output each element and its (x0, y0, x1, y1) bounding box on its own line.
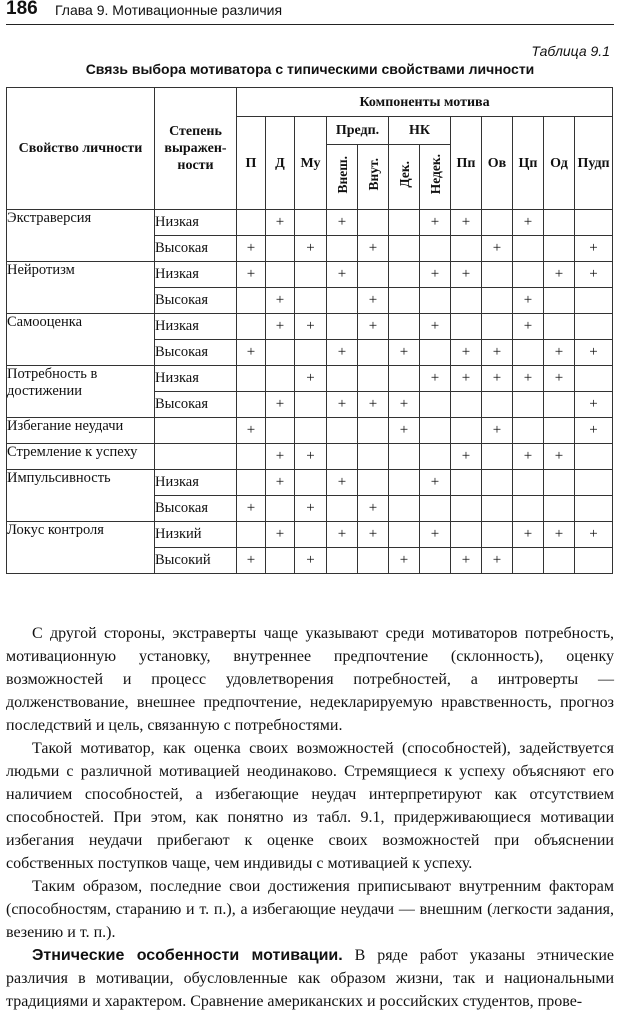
header-motive-col: Му (295, 117, 327, 210)
mark-cell: + (358, 288, 389, 314)
mark-cell (389, 262, 420, 288)
mark-cell (295, 418, 327, 444)
mark-cell: + (389, 340, 420, 366)
mark-cell (237, 444, 266, 470)
header-motive-col: Ов (482, 117, 513, 210)
header-components: Компоненты мотива (237, 88, 613, 117)
property-cell: Нейротизм (7, 262, 155, 314)
mark-cell: + (237, 236, 266, 262)
mark-cell (482, 314, 513, 340)
level-cell: Низкая (155, 314, 237, 340)
mark-cell: + (358, 496, 389, 522)
table-row (7, 210, 613, 236)
mark-cell (237, 288, 266, 314)
mark-cell: + (327, 470, 358, 496)
mark-cell: + (389, 418, 420, 444)
mark-cell: + (266, 314, 295, 340)
mark-cell: + (327, 522, 358, 548)
motivator-table (6, 87, 613, 574)
mark-cell: + (420, 522, 451, 548)
mark-cell (389, 314, 420, 340)
mark-cell: + (513, 522, 544, 548)
mark-cell (327, 236, 358, 262)
mark-cell: + (237, 418, 266, 444)
mark-cell (451, 522, 482, 548)
mark-cell (575, 210, 613, 236)
mark-cell (295, 210, 327, 236)
table-label: Таблица 9.1 (531, 43, 610, 59)
property-cell: Стремление к успеху (7, 444, 155, 470)
mark-cell (295, 522, 327, 548)
level-cell (155, 444, 237, 470)
mark-cell: + (327, 340, 358, 366)
mark-cell: + (513, 366, 544, 392)
mark-cell (544, 548, 575, 574)
header-group-pred: Предп. (327, 117, 389, 145)
mark-cell: + (358, 522, 389, 548)
mark-cell: + (482, 366, 513, 392)
property-cell: Экстраверсия (7, 210, 155, 262)
mark-cell: + (358, 392, 389, 418)
mark-cell: + (420, 262, 451, 288)
header-property: Свойство личности (7, 88, 155, 210)
header-degree: Степень выражен- ности (155, 88, 237, 210)
mark-cell (389, 210, 420, 236)
mark-cell (295, 392, 327, 418)
mark-cell (544, 288, 575, 314)
table-row (7, 444, 613, 470)
mark-cell: + (266, 288, 295, 314)
mark-cell (389, 366, 420, 392)
mark-cell (266, 418, 295, 444)
mark-cell: + (482, 236, 513, 262)
mark-cell (420, 288, 451, 314)
mark-cell (544, 210, 575, 236)
mark-cell (266, 366, 295, 392)
mark-cell (451, 314, 482, 340)
level-cell: Высокая (155, 340, 237, 366)
level-cell: Высокий (155, 548, 237, 574)
mark-cell (544, 470, 575, 496)
mark-cell (327, 288, 358, 314)
mark-cell (295, 288, 327, 314)
mark-cell (389, 444, 420, 470)
mark-cell (358, 418, 389, 444)
mark-cell (327, 366, 358, 392)
level-cell: Высокая (155, 288, 237, 314)
mark-cell (575, 288, 613, 314)
header-motive-col: Внеш. (327, 145, 358, 210)
property-cell: Потребность в достижении (7, 366, 155, 418)
mark-cell (575, 444, 613, 470)
mark-cell (544, 496, 575, 522)
mark-cell (420, 340, 451, 366)
property-cell: Избегание неудачи (7, 418, 155, 444)
mark-cell: + (266, 210, 295, 236)
paragraph: Этнические особенности мотивации. В ряде работ указаны этнические различия в мотивации, обусловленные как образом жизни, так и национальными традициями и характером. Сравнение американских и российских студентов, прове- (6, 947, 614, 1010)
level-cell: Низкий (155, 522, 237, 548)
header-motive-col: Цп (513, 117, 544, 210)
header-motive-col: Дек. (389, 145, 420, 210)
mark-cell: + (266, 470, 295, 496)
mark-cell (420, 444, 451, 470)
mark-cell (327, 444, 358, 470)
mark-cell: + (295, 496, 327, 522)
body-text (6, 622, 614, 1013)
mark-cell (482, 392, 513, 418)
level-cell: Низкая (155, 262, 237, 288)
mark-cell (420, 418, 451, 444)
mark-cell (575, 470, 613, 496)
mark-cell: + (295, 444, 327, 470)
mark-cell (266, 262, 295, 288)
mark-cell: + (575, 522, 613, 548)
mark-cell (295, 262, 327, 288)
mark-cell (237, 392, 266, 418)
mark-cell: + (266, 392, 295, 418)
mark-cell (482, 262, 513, 288)
mark-cell: + (544, 340, 575, 366)
mark-cell: + (295, 236, 327, 262)
mark-cell (482, 288, 513, 314)
mark-cell (482, 496, 513, 522)
mark-cell: + (389, 548, 420, 574)
mark-cell: + (420, 470, 451, 496)
mark-cell: + (451, 262, 482, 288)
mark-cell (327, 496, 358, 522)
table-row (7, 262, 613, 288)
mark-cell: + (544, 366, 575, 392)
mark-cell (389, 522, 420, 548)
level-cell: Низкая (155, 470, 237, 496)
mark-cell (482, 210, 513, 236)
mark-cell (237, 366, 266, 392)
mark-cell: + (420, 210, 451, 236)
mark-cell (389, 288, 420, 314)
mark-cell: + (513, 210, 544, 236)
mark-cell (358, 340, 389, 366)
mark-cell (482, 444, 513, 470)
mark-cell (451, 236, 482, 262)
mark-cell (327, 314, 358, 340)
mark-cell (358, 210, 389, 236)
mark-cell: + (237, 548, 266, 574)
mark-cell: + (420, 314, 451, 340)
mark-cell: + (451, 366, 482, 392)
mark-cell (295, 340, 327, 366)
mark-cell: + (451, 210, 482, 236)
mark-cell (451, 496, 482, 522)
mark-cell: + (482, 340, 513, 366)
paragraph: С другой стороны, экстраверты чаще указывают среди мотиваторов потребность, мотивационную установку, внутреннее предпочтение (склонность), оценку возможностей и процесс удовлетворения потребностей, а интроверты — долженствование, внешнее предпочтение, недекларируемую нравственность, прогноз последствий и цель, связанную с потребностями. (6, 625, 614, 734)
level-cell: Высокая (155, 496, 237, 522)
mark-cell: + (237, 340, 266, 366)
mark-cell (266, 496, 295, 522)
level-cell: Высокая (155, 236, 237, 262)
table-row (7, 366, 613, 392)
table-title: Связь выбора мотиватора с типическими свойствами личности (85, 61, 535, 77)
mark-cell: + (295, 548, 327, 574)
mark-cell (358, 548, 389, 574)
mark-cell: + (295, 366, 327, 392)
mark-cell (513, 262, 544, 288)
page-number: 186 (6, 0, 38, 19)
mark-cell (237, 522, 266, 548)
mark-cell (575, 548, 613, 574)
mark-cell (513, 470, 544, 496)
mark-cell (575, 314, 613, 340)
mark-cell (237, 470, 266, 496)
mark-cell (451, 470, 482, 496)
mark-cell (420, 236, 451, 262)
mark-cell (513, 418, 544, 444)
mark-cell: + (451, 548, 482, 574)
level-cell: Низкая (155, 366, 237, 392)
mark-cell (327, 418, 358, 444)
mark-cell (420, 548, 451, 574)
header-motive-col: Д (266, 117, 295, 210)
mark-cell (451, 392, 482, 418)
mark-cell (358, 366, 389, 392)
mark-cell (513, 392, 544, 418)
mark-cell (513, 236, 544, 262)
table-row (7, 314, 613, 340)
mark-cell: + (327, 210, 358, 236)
mark-cell: + (420, 366, 451, 392)
chapter-title: Глава 9. Мотивационные различия (55, 2, 283, 18)
mark-cell: + (482, 418, 513, 444)
mark-cell: + (266, 522, 295, 548)
mark-cell (513, 496, 544, 522)
mark-cell (482, 470, 513, 496)
header-group-nk: НК (389, 117, 451, 145)
header-motive-col: Пудп (575, 117, 613, 210)
property-cell: Импульсивность (7, 470, 155, 522)
mark-cell: + (389, 392, 420, 418)
mark-cell (513, 548, 544, 574)
mark-cell (266, 340, 295, 366)
mark-cell (358, 470, 389, 496)
level-cell: Низкая (155, 210, 237, 236)
header-motive-col: Од (544, 117, 575, 210)
mark-cell: + (451, 444, 482, 470)
paragraph: Такой мотиватор, как оценка своих возможностей (способностей), задействуется людьми с различной мотивацией неодинаково. Стремящиеся к успеху объясняют его наличием способностей, а избегающие неудач интерпретируют как отсутствием способностей. При этом, как понятно из табл. 9.1, придерживающиеся мотивации избегания неудачи прибегают к оценке своих возможностей при объяснении собственных поступков чаще, чем индивиды с мотивацией к успеху. (6, 740, 614, 872)
mark-cell: + (266, 444, 295, 470)
mark-cell (389, 236, 420, 262)
mark-cell: + (575, 236, 613, 262)
mark-cell: + (575, 340, 613, 366)
mark-cell (420, 392, 451, 418)
mark-cell: + (544, 444, 575, 470)
mark-cell: + (513, 314, 544, 340)
mark-cell: + (575, 418, 613, 444)
mark-cell: + (544, 522, 575, 548)
mark-cell: + (327, 392, 358, 418)
mark-cell: + (482, 548, 513, 574)
header-motive-col: Внут. (358, 145, 389, 210)
mark-cell (266, 548, 295, 574)
mark-cell (237, 314, 266, 340)
table-row (7, 522, 613, 548)
mark-cell: + (544, 262, 575, 288)
mark-cell: + (237, 262, 266, 288)
property-cell: Самооценка (7, 314, 155, 366)
mark-cell (544, 392, 575, 418)
property-cell: Локус контроля (7, 522, 155, 574)
mark-cell (295, 470, 327, 496)
mark-cell (358, 444, 389, 470)
mark-cell (266, 236, 295, 262)
mark-cell (544, 418, 575, 444)
table-row (7, 470, 613, 496)
mark-cell (420, 496, 451, 522)
mark-cell: + (513, 288, 544, 314)
mark-cell (482, 522, 513, 548)
mark-cell (327, 548, 358, 574)
mark-cell (575, 366, 613, 392)
mark-cell: + (575, 392, 613, 418)
header-motive-col: П (237, 117, 266, 210)
mark-cell (451, 418, 482, 444)
mark-cell (451, 288, 482, 314)
mark-cell: + (327, 262, 358, 288)
mark-cell (544, 314, 575, 340)
header-motive-col: Недек. (420, 145, 451, 210)
section-heading: Этнические особенности мотивации. (32, 947, 343, 964)
mark-cell: + (358, 236, 389, 262)
mark-cell: + (358, 314, 389, 340)
mark-cell: + (295, 314, 327, 340)
mark-cell: + (451, 340, 482, 366)
mark-cell (389, 496, 420, 522)
paragraph: Таким образом, последние свои достижения приписывают внутренним факторам (способностям, старанию и т. п.), а избегающие неудачи — внешним (легкости задания, везению и т. п.). (6, 878, 614, 941)
mark-cell (358, 262, 389, 288)
mark-cell (575, 496, 613, 522)
mark-cell (389, 470, 420, 496)
mark-cell: + (575, 262, 613, 288)
mark-cell (513, 340, 544, 366)
level-cell (155, 418, 237, 444)
mark-cell: + (513, 444, 544, 470)
table-row (7, 418, 613, 444)
level-cell: Высокая (155, 392, 237, 418)
page-header (6, 0, 614, 25)
mark-cell: + (237, 496, 266, 522)
mark-cell (237, 210, 266, 236)
header-motive-col: Пп (451, 117, 482, 210)
mark-cell (544, 236, 575, 262)
